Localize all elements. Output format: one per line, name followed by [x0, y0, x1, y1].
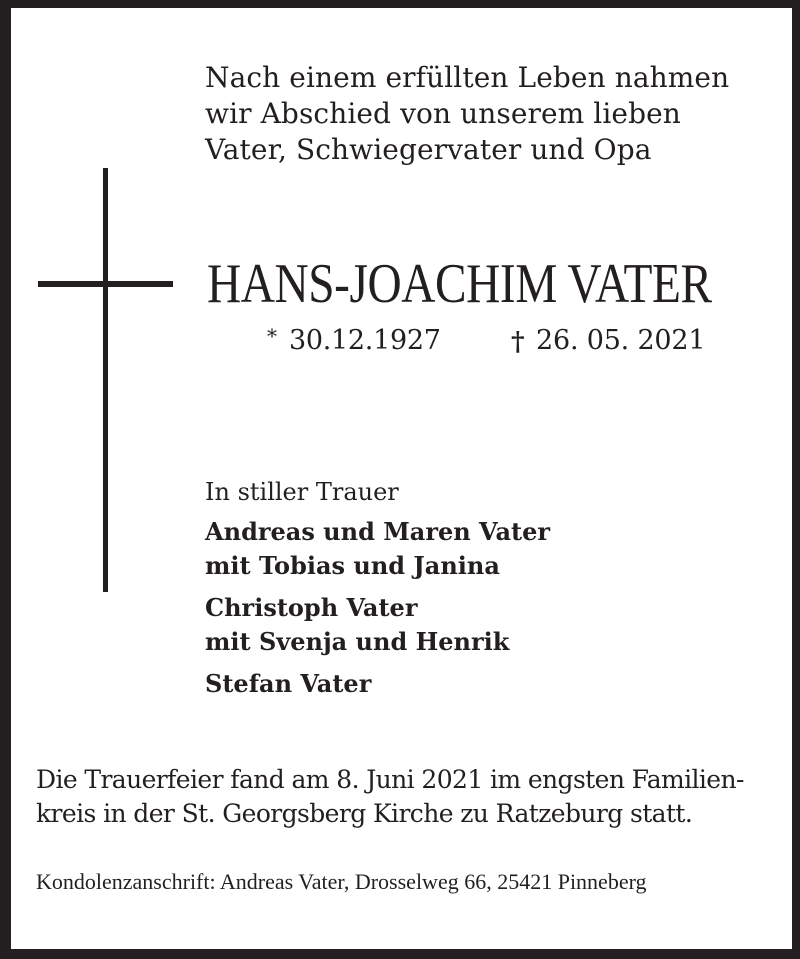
ceremony-text: [36, 763, 776, 831]
ceremony-line: kreis in der St. Georgsberg Kirche zu Ratzeburg statt.: [36, 799, 693, 828]
obituary-notice: [11, 8, 792, 949]
birth-star-icon: *: [267, 324, 277, 348]
mourning-label: In stiller Trauer: [205, 478, 399, 506]
deceased-name: HANS-JOACHIM VATER: [207, 253, 712, 315]
death-dagger-icon: †: [511, 327, 525, 357]
mourner-group: [205, 667, 550, 701]
intro-text: [205, 60, 729, 168]
mourner-group: [205, 591, 550, 659]
mourner-line: mit Svenja und Henrik: [205, 627, 510, 656]
cross-vertical-bar: [103, 168, 108, 592]
ceremony-line: Die Trauerfeier fand am 8. Juni 2021 im engsten Familien-: [36, 765, 744, 794]
mourner-group: [205, 515, 550, 583]
mourner-line: mit Tobias und Janina: [205, 551, 500, 580]
mourner-line: Stefan Vater: [205, 669, 372, 698]
intro-line: Nach einem erfüllten Leben nahmen: [205, 61, 730, 94]
birth-date: 30.12.1927: [289, 325, 441, 356]
mourners-list: [205, 515, 550, 709]
intro-line: Vater, Schwiegervater und Opa: [205, 133, 652, 166]
cross-horizontal-bar: [38, 281, 173, 287]
death-date: 26. 05. 2021: [536, 325, 706, 356]
condolence-address: Kondolenzanschrift: Andreas Vater, Drosselweg 66, 25421 Pinneberg: [36, 869, 647, 894]
intro-line: wir Abschied von unserem lieben: [205, 97, 681, 130]
mourner-line: Andreas und Maren Vater: [205, 517, 551, 546]
mourner-line: Christoph Vater: [205, 593, 418, 622]
